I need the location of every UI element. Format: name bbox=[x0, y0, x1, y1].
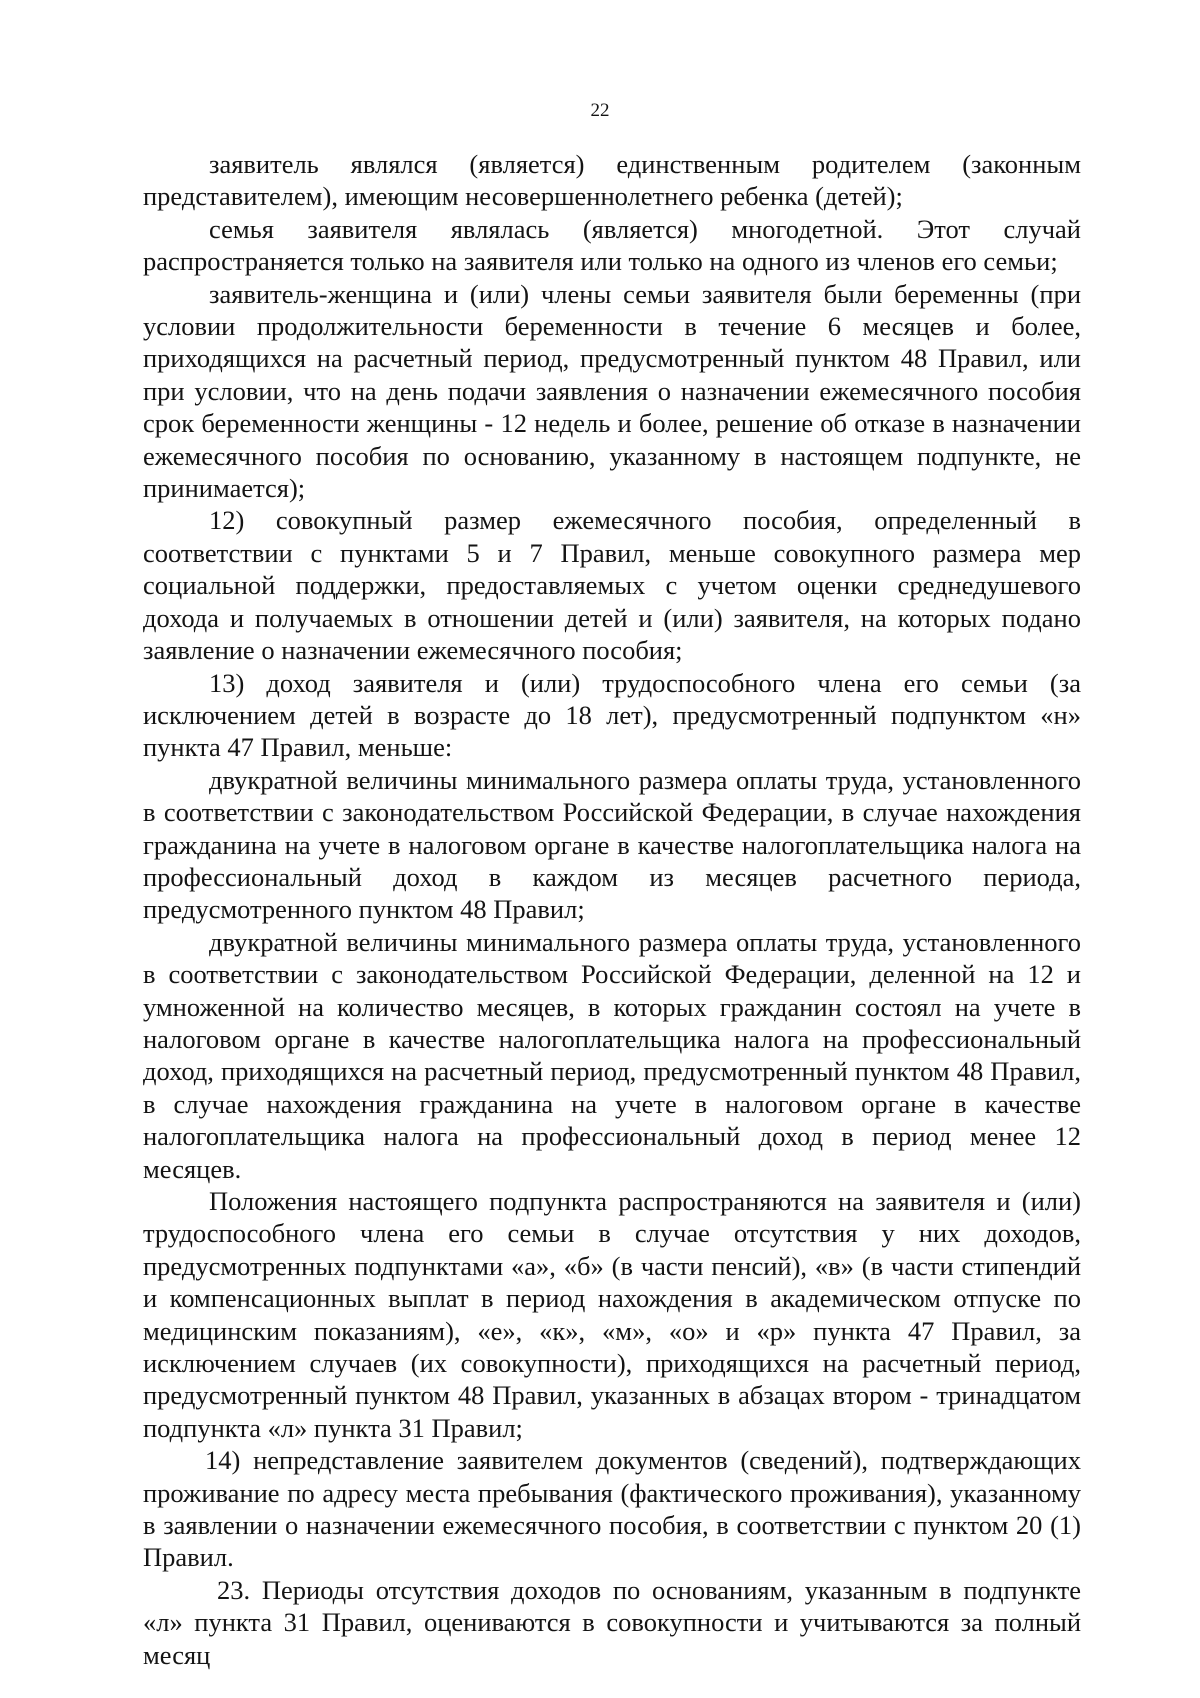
paragraph-single-parent: заявитель являлся (является) единственным родителем (законным представителем), имеющим несовершеннолетнего ребенка (детей); bbox=[143, 149, 1081, 212]
paragraph-double-mrot-each-month: двукратной величины минимального размера оплаты труда, установленного в соответствии с законодательством Российской Федерации, в случае нахождения гражданина на учете в налоговом органе в качестве налогоплательщика налога на профессиональный доход в каждом из месяцев расчетного периода, предусмотренного пунктом 48 Правил; bbox=[143, 764, 1081, 925]
paragraph-pregnancy: заявитель-женщина и (или) члены семьи заявителя были беременны (при условии продолжительности беременности в течение 6 месяцев и более, приходящихся на расчетный период, предусмотренный пунктом 48 Правил, или при условии, что на день подачи заявления о назначении ежемесячного пособия срок беременности женщины - 12 недель и более, решение об отказе в назначении ежемесячного пособия по основанию, указанному в настоящем подпункте, не принимается); bbox=[143, 278, 1081, 504]
paragraph-double-mrot-partial: двукратной величины минимального размера оплаты труда, установленного в соответствии с законодательством Российской Федерации, деленной на 12 и умноженной на количество месяцев, в которых гражданин состоял на учете в налоговом органе в качестве налогоплательщика налога на профессиональный доход, приходящихся на расчетный период, предусмотренный пунктом 48 Правил, в случае нахождения гражданина на учете в налоговом органе в качестве налогоплательщика налога на профессиональный доход в период менее 12 месяцев. bbox=[143, 926, 1081, 1184]
paragraph-section-23: 23. Периоды отсутствия доходов по основаниям, указанным в подпункте «л» пункта 31 Правил, оцениваются в совокупности и учитываются за полный месяц bbox=[143, 1574, 1081, 1670]
document-body bbox=[143, 148, 1081, 1671]
paragraph-provisions: Положения настоящего подпункта распространяются на заявителя и (или) трудоспособного члена его семьи в случае отсутствия у них доходов, предусмотренных подпунктами «а», «б» (в части пенсий), «в» (в части стипендий и компенсационных выплат в период нахождения в академическом отпуске по медицинским показаниям), «е», «к», «м», «о» и «р» пункта 47 Правил, за исключением случаев (их совокупности), приходящихся на расчетный период, предусмотренный пунктом 48 Правил, указанных в абзацах втором - тринадцатом подпункта «л» пункта 31 Правил; bbox=[143, 1186, 1081, 1443]
page-number: 22 bbox=[590, 100, 610, 121]
paragraph-item-14: 14) непредставление заявителем документов (сведений), подтверждающих проживание по адресу места пребывания (фактического проживания), указанному в заявлении о назначении ежемесячного пособия, в соответствии с пунктом 20 (1) Правил. bbox=[143, 1445, 1081, 1573]
paragraph-large-family: семья заявителя являлась (является) многодетной. Этот случай распространяется только на заявителя или только на одного из членов его семьи; bbox=[143, 213, 1081, 277]
paragraph-item-13: 13) доход заявителя и (или) трудоспособного члена его семьи (за исключением детей в возрасте до 18 лет), предусмотренный подпунктом «н» пункта 47 Правил, меньше: bbox=[143, 667, 1081, 763]
paragraph-item-12: 12) совокупный размер ежемесячного пособия, определенный в соответствии с пунктами 5 и 7 Правил, меньше совокупного размера мер социальной поддержки, предоставляемых с учетом оценки среднедушевого дохода и получаемых в отношении детей и (или) заявителя, на которых подано заявление о назначении ежемесячного пособия; bbox=[143, 505, 1081, 666]
